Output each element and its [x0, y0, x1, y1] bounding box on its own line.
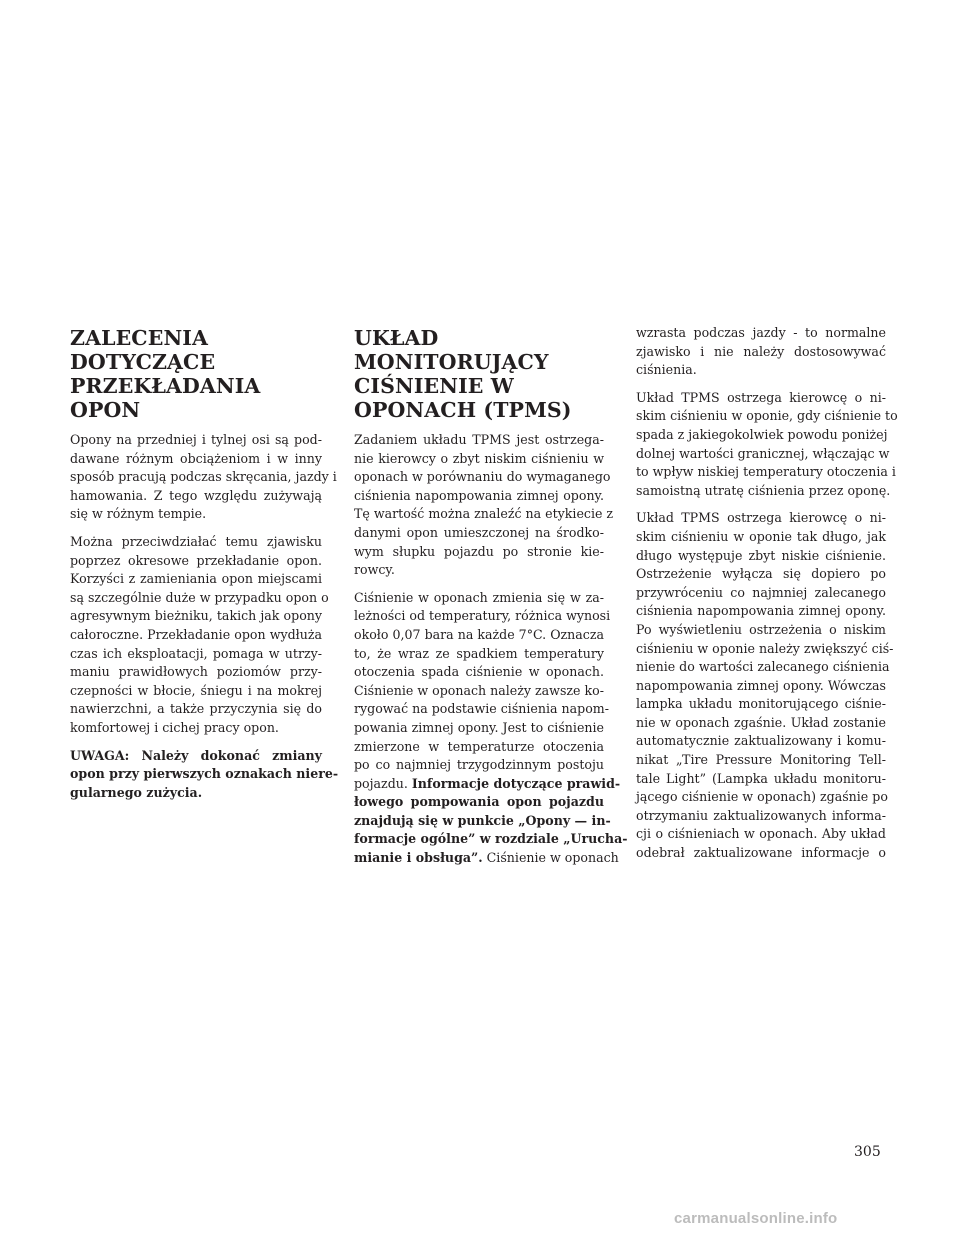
paragraph-tpms-warning-duration: Układ TPMS ostrzega kierowcę o ni- skim ciśnieniu w oponie tak długo, jak długo występuje zbyt niskie ciśnienie. Ostrzeżenie wyłącza się dopiero po przywróceniu co najmniej zalecanego ciśnienia napompowania zimnej opony. Po wyświetleniu ostrzeżenia o niskim ciśnieniu w oponie należy zwiększyć ciś- nienie do wartości zalecanego ciśnienia napompowania zimnej opony. Wówczas lampka układu monitorującego ciśnie- nie w oponach zgaśnie. Układ zostanie automatycznie zaktualizowany i komu- nikat „Tire Pressure Monitoring Tell- tale Light” (Lampka układu monitoru- jącego ciśnienie w oponach) zgaśnie po otrzymaniu zaktualizowanych informa- cji o ciśnieniach w oponach. Aby układ odebrał zaktualizowane informacje o	[636, 510, 894, 861]
paragraph-tpms-warning: Układ TPMS ostrzega kierowcę o ni- skim ciśnieniu w oponie, gdy ciśnienie to spada z jakiegokolwiek powodu poniżej dolnej wartości granicznej, włączając w to wpływ niskiej temperatury otoczenia i samoistną utratę ciśnienia przez oponę.	[636, 389, 898, 498]
paragraph-rotation-benefits: Można przeciwdziałać temu zjawisku poprzez okresowe przekładanie opon. Korzyści z zamieniania opon miejscami są szczególnie duże w przypadku opon o agresywnym bieżniku, takich jak opony całoroczne. Przekładanie opon wydłuża czas ich eksploatacji, pomaga w utrzy- maniu prawidłowych poziomów przy- czepności w błocie, śniegu i na mokrej nawierzchni, a także przyczynia się do komfortowej i cichej pracy opon.	[70, 533, 329, 735]
column-tpms-continued	[636, 324, 898, 872]
heading-tire-rotation: ZALECENIA DOTYCZĄCE PRZEKŁADANIA OPON	[70, 326, 261, 422]
paragraph-pressure-rises: wzrasta podczas jazdy - to normalne zjawisko i nie należy dostosowywać ciśnienia.	[636, 325, 886, 378]
paragraph-tpms-purpose: Zadaniem układu TPMS jest ostrzega- nie kierowcy o zbyt niskim ciśnieniu w oponach w porównaniu do wymaganego ciśnienia napompowania zimnej opony. Tę wartość można znaleźć na etykiecie z danymi opon umieszczonej na środko- wym słupku pojazdu po stronie kie- rowcy.	[354, 432, 614, 578]
reference-link-tires: Informacje dotyczące prawid-	[411, 775, 621, 791]
watermark: carmanualsonline.info	[674, 1210, 838, 1227]
paragraph-wear: Opony na przedniej i tylnej osi są pod- dawane różnym obciążeniom i w inny sposób pracują podczas skręcania, jazdy i hamowania. Z tego względu zużywają się w różnym tempie.	[70, 432, 337, 522]
column-tpms	[354, 326, 628, 877]
column-tire-rotation	[70, 326, 339, 811]
heading-tpms: UKŁAD MONITORUJĄCY CIŚNIENIE W OPONACH (TPMS)	[354, 326, 572, 422]
note-irregular-wear: UWAGA: Należy dokonać zmiany opon przy pierwszych oznakach niere- gularnego zużycia.	[70, 747, 339, 800]
paragraph-temperature-pressure: Ciśnienie w oponach zmienia się w za- leżności od temperatury, różnica wynosi około 0,07 bara na każde 7°C. Oznacza to, że wraz ze spadkiem temperatury otoczenia spada ciśnienie w oponach. Ciśnienie w oponach należy zawsze ko- rygować na podstawie ciśnienia napom- powania zimnej opony. Jest to ciśnienie zmierzone w temperaturze otoczenia po co najmniej trzygodzinnym postoju pojazdu. Informacje dotyczące prawid- łowego pompowania opon pojazdu znajdują się w punkcie „Opony — in- formacje ogólne” w rozdziale „Urucha- mianie i obsługa”. Ciśnienie w oponach	[354, 589, 628, 866]
page-number: 305	[854, 1144, 881, 1160]
